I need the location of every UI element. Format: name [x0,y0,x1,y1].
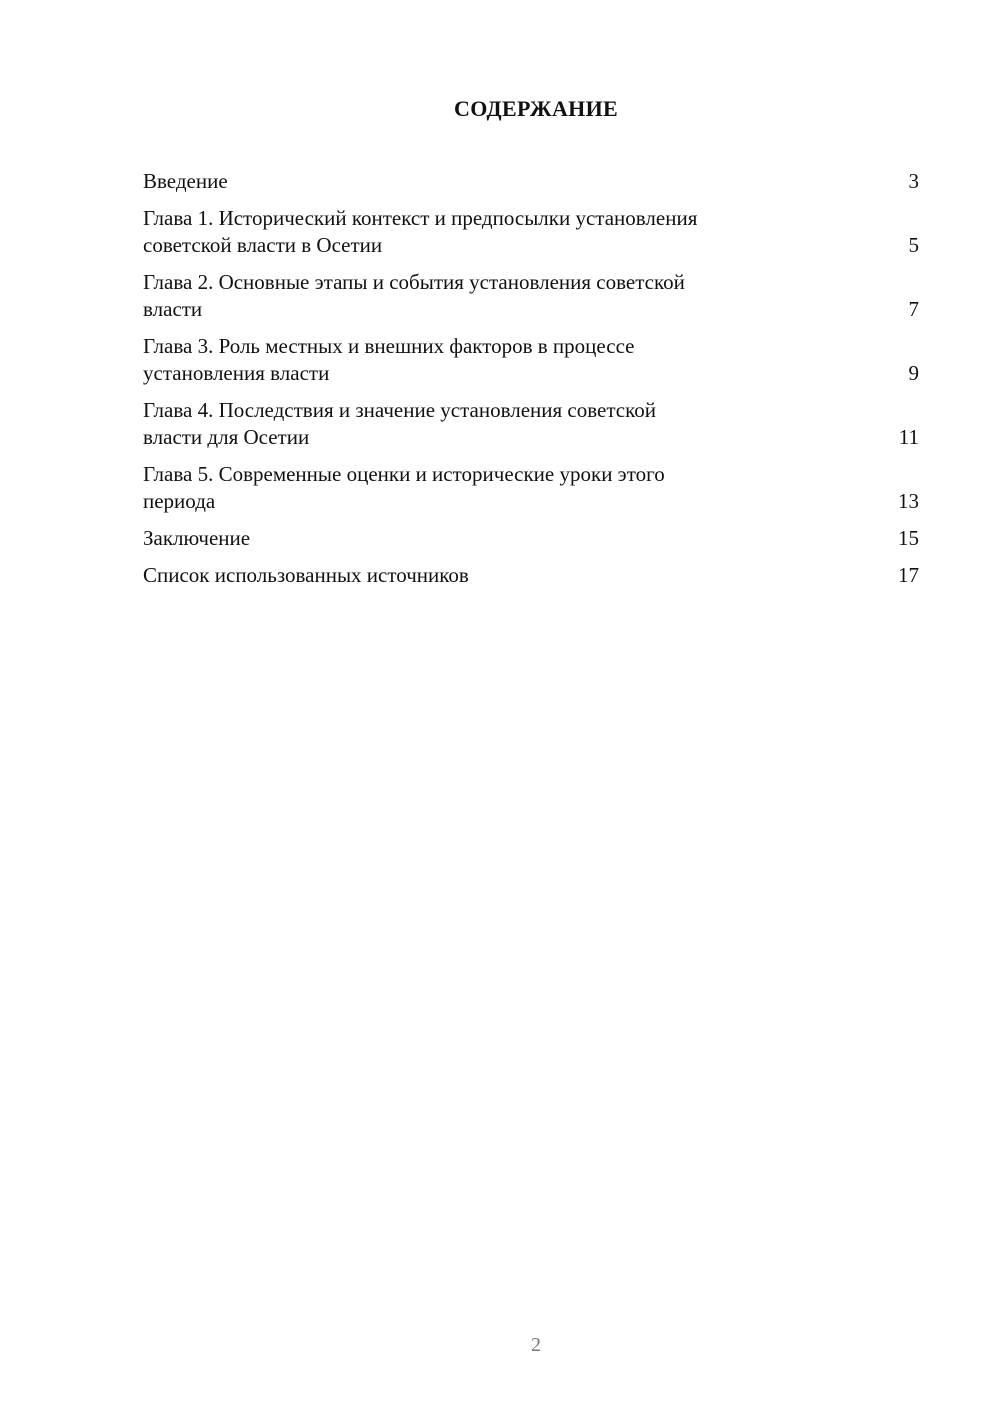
toc-entry-page-number: 9 [908,361,919,385]
toc-entry-text [143,269,685,323]
toc-entry-line: Список использованных источников [143,563,469,587]
toc-entry-line: власти [143,297,203,321]
toc-entry-page-number: 17 [898,563,919,587]
toc-entry-line: советской власти в Осетии [143,233,383,257]
toc-entry-line: Глава 5. Современные оценки и исторические уроки этого [143,462,665,486]
page-number: 2 [531,1334,541,1356]
toc-entry-chapter-4[interactable] [143,397,919,451]
toc-entry-chapter-1[interactable] [143,205,919,259]
toc-entry-line: Глава 1. Исторический контекст и предпосылки установления [143,206,698,230]
toc-entry-text [143,397,656,451]
toc-entry-page-number: 3 [908,169,919,193]
toc-entry-page-number: 11 [898,425,919,449]
toc-entry-line: периода [143,489,216,513]
toc-entry-text [143,461,665,515]
toc-entry-chapter-3[interactable] [143,333,919,387]
toc-entry-text [143,333,634,387]
toc-entry-line: Глава 3. Роль местных и внешних факторов в процессе [143,334,635,358]
toc-entry-page-number: 7 [908,297,919,321]
toc-entry-text [143,562,469,589]
table-of-contents [143,168,919,599]
page-title: СОДЕРЖАНИЕ [454,96,618,121]
toc-entry-references[interactable] [143,562,919,589]
toc-entry-chapter-5[interactable] [143,461,919,515]
toc-entry-conclusion[interactable] [143,525,919,552]
toc-entry-chapter-2[interactable] [143,269,919,323]
toc-entry-introduction[interactable] [143,168,919,195]
toc-entry-line: власти для Осетии [143,425,310,449]
toc-entry-line: установления власти [143,361,330,385]
toc-entry-line: Глава 2. Основные этапы и события установления советской [143,270,685,294]
toc-entry-line: Заключение [143,526,251,550]
toc-entry-text [143,205,697,259]
toc-entry-line: Введение [143,169,228,193]
toc-entry-page-number: 15 [898,526,919,550]
toc-entry-page-number: 5 [908,233,919,257]
toc-entry-text [143,525,250,552]
toc-entry-line: Глава 4. Последствия и значение установления советской [143,398,656,422]
toc-entry-page-number: 13 [898,489,919,513]
toc-entry-text [143,168,228,195]
